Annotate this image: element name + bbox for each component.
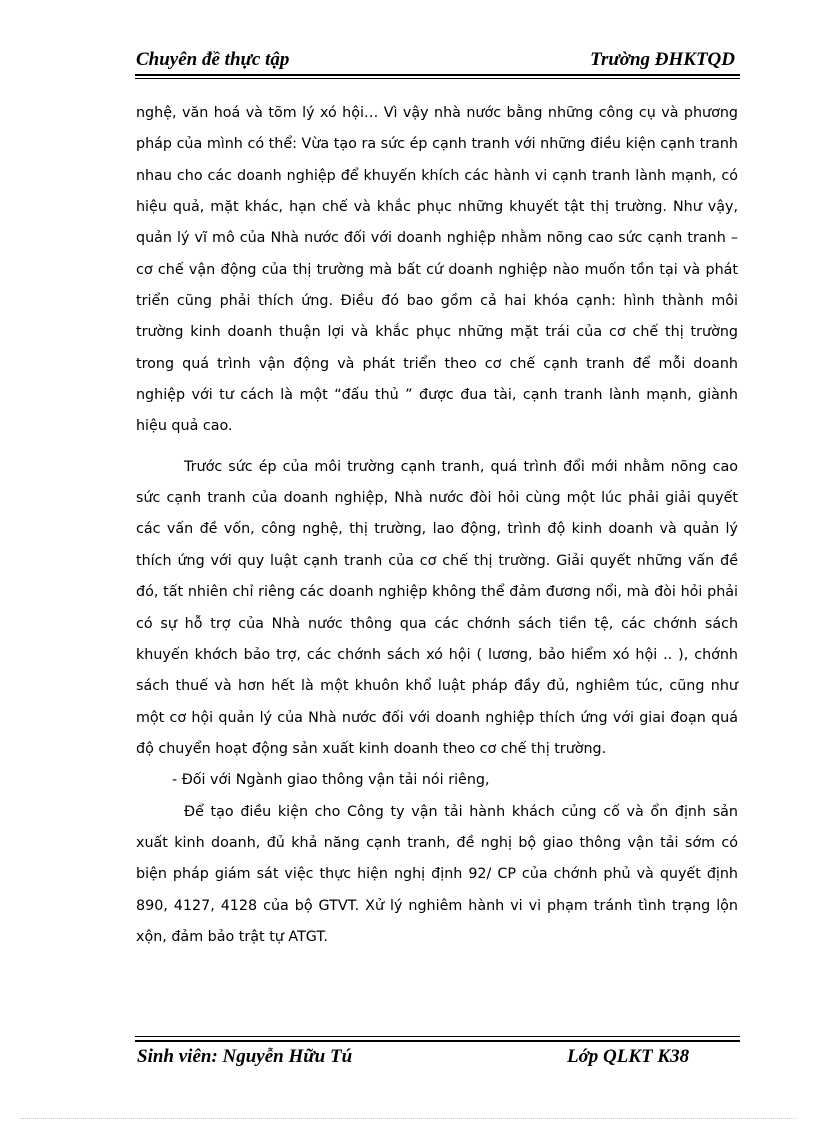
footer-student-name: Sinh viên: Nguyễn Hữu Tú [137,1046,353,1067]
header-school-name: Trường ĐHKTQD [590,49,735,70]
footer-rule-thin [135,1036,740,1037]
body-paragraph: Trước sức ép của môi trường cạnh tranh, quá trình đổi mới nhằm nõng cao sức cạnh tranh của doanh nghiệp, Nhà nước đòi hỏi cùng một lúc phải giải quyết các vấn đề vốn, công nghệ, thị trường, lao động, trình độ kinh doanh và quản lý thích ứng với quy luật cạnh tranh của cơ chế thị trường. Giải quyết những vấn đề đó, tất nhiên chỉ riêng các doanh nghiệp không thể đảm đương nổi, mà đòi hỏi phải có sự hỗ trợ của Nhà nước thông qua các chớnh sách tiền tệ, các chớnh sách khuyến khớch bảo trợ, các chớnh sách xó hội ( lương, bảo hiểm xó hội .. ), chớnh sách thuế và hơn hết là một khuôn khổ luật pháp đầy đủ, nghiêm túc, cũng như một cơ hội quản lý của Nhà nước đối với doanh nghiệp thích ứng với giai đoạn quá độ chuyển hoạt động sản xuất kinh doanh theo cơ chế thị trường. [136,458,738,757]
page-body [136,98,738,953]
page-bottom-edge [20,1118,796,1119]
header-rule-thin [135,78,740,79]
page-header [135,48,740,78]
header-document-title: Chuyên đề thực tập [136,49,290,70]
body-subheading: - Đối với Ngành giao thông vận tải nói riêng, [172,772,490,789]
body-paragraph: Để tạo điều kiện cho Công ty vận tải hành khách củng cố và ổn định sản xuất kinh doanh, đủ khả năng cạnh tranh, đề nghị bộ giao thông vận tải sớm có biện pháp giám sát việc thực hiện nghị định 92/ CP của chớnh phủ và quyết định 890, 4127, 4128 của bộ GTVT. Xử lý nghiêm hành vi vi phạm tránh tình trạng lộn xộn, đảm bảo trật tự ATGT. [136,803,738,945]
header-rule-thick [135,74,740,76]
page-footer [135,1036,741,1070]
body-paragraph: nghệ, văn hoá và tõm lý xó hội… Vì vậy nhà nước bằng những công cụ và phương pháp của mình có thể: Vừa tạo ra sức ép cạnh tranh với những điều kiện cạnh tranh nhau cho các doanh nghiệp để khuyến khích các hành vi cạnh tranh lành mạnh, có hiệu quả, mặt khác, hạn chế và khắc phục những khuyết tật thị trường. Như vậy, quản lý vĩ mô của Nhà nước đối với doanh nghiệp nhằm nõng cao sức cạnh tranh – cơ chế vận động của thị trường mà bất cứ doanh nghiệp nào muốn tồn tại và phát triển cũng phải thích ứng. Điều đó bao gồm cả hai khóa cạnh: hình thành môi trường kinh doanh thuận lợi và khắc phục những mặt trái của cơ chế thị trường trong quá trình vận động và phát triển theo cơ chế cạnh tranh để mỗi doanh nghiệp với tư cách là một “đấu thủ ” được đua tài, cạnh tranh lành mạnh, giành hiệu quả cao. [136,105,738,435]
footer-rule-thick [135,1040,740,1042]
footer-class-name: Lớp QLKT K38 [567,1046,690,1067]
